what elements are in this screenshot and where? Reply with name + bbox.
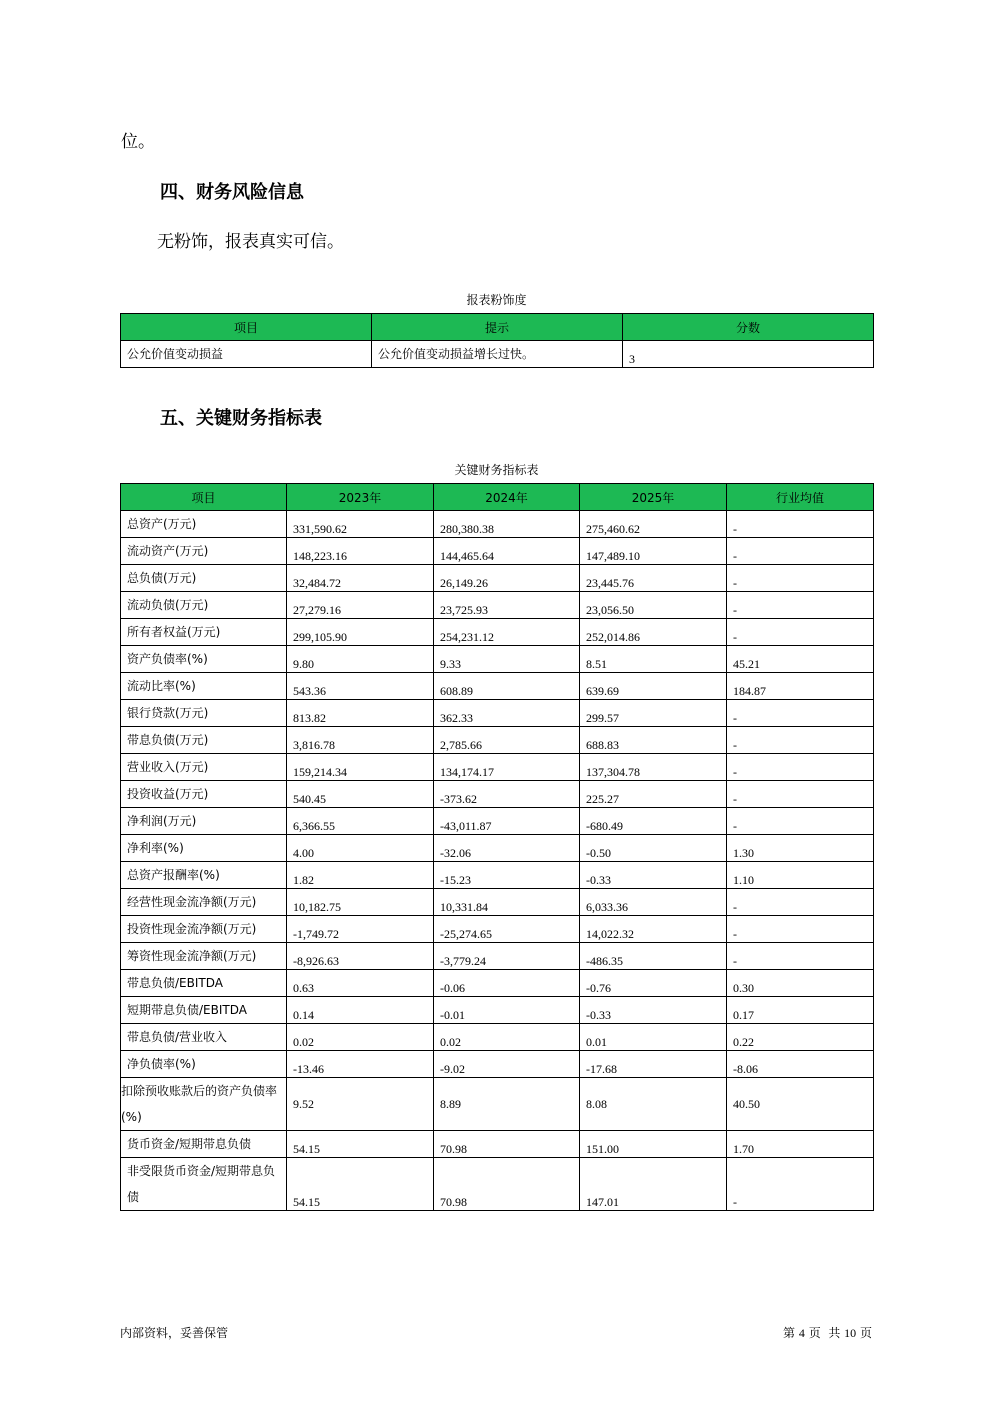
value-cell: 0.01 (580, 1024, 727, 1051)
column-header: 分数 (623, 314, 874, 341)
value-cell: - (727, 781, 874, 808)
value-cell: 8.89 (434, 1078, 580, 1131)
table-row (121, 754, 874, 781)
table-caption-key-indicators: 关键财务指标表 (454, 463, 539, 477)
table-row (121, 916, 874, 943)
value-cell: 1.30 (727, 835, 874, 862)
value-cell: 23,445.76 (580, 565, 727, 592)
table-row (121, 673, 874, 700)
value-cell: -17.68 (580, 1051, 727, 1078)
value-cell: -3,779.24 (434, 943, 580, 970)
value-cell: - (727, 700, 874, 727)
value-cell: -32.06 (434, 835, 580, 862)
value-cell: 23,725.93 (434, 592, 580, 619)
table-row (121, 1024, 874, 1051)
table-row (121, 592, 874, 619)
value-cell: -0.01 (434, 997, 580, 1024)
value-cell: 148,223.16 (287, 538, 434, 565)
row-label-cell: 流动比率(%) (121, 673, 287, 700)
value-cell: 3,816.78 (287, 727, 434, 754)
value-cell: 0.22 (727, 1024, 874, 1051)
row-label-cell: 净利率(%) (121, 835, 287, 862)
row-label-cell: 所有者权益(万元) (121, 619, 287, 646)
value-cell: 9.80 (287, 646, 434, 673)
value-cell: 540.45 (287, 781, 434, 808)
table-cell: 公允价值变动损益增长过快。 (372, 341, 623, 368)
table-header-row (121, 484, 874, 511)
column-header: 2025年 (580, 484, 727, 511)
value-cell: 0.02 (287, 1024, 434, 1051)
table-row (121, 700, 874, 727)
value-cell: 10,182.75 (287, 889, 434, 916)
value-cell: -13.46 (287, 1051, 434, 1078)
value-cell: -25,274.65 (434, 916, 580, 943)
value-cell: -373.62 (434, 781, 580, 808)
table-row (121, 565, 874, 592)
row-label-cell: 带息负债(万元) (121, 727, 287, 754)
table-row (121, 511, 874, 538)
value-cell: 6,033.36 (580, 889, 727, 916)
value-cell: -0.06 (434, 970, 580, 997)
row-label-cell: 短期带息负债/EBITDA (121, 997, 287, 1024)
row-label-cell: 筹资性现金流净额(万元) (121, 943, 287, 970)
value-cell: 184.87 (727, 673, 874, 700)
page-total: 10 (844, 1326, 857, 1340)
row-label-cell: 投资收益(万元) (121, 781, 287, 808)
value-cell: -0.33 (580, 997, 727, 1024)
continuation-text: 位。 (121, 132, 155, 152)
value-cell: 70.98 (434, 1158, 580, 1211)
value-cell: - (727, 538, 874, 565)
value-cell: 26,149.26 (434, 565, 580, 592)
row-label-cell: 总资产报酬率(%) (121, 862, 287, 889)
value-cell: 147.01 (580, 1158, 727, 1211)
value-cell: - (727, 1158, 874, 1211)
table-row (121, 1051, 874, 1078)
value-cell: -680.49 (580, 808, 727, 835)
value-cell: 225.27 (580, 781, 727, 808)
value-cell: 813.82 (287, 700, 434, 727)
section-heading-financial-risk: 四、财务风险信息 (160, 182, 304, 203)
value-cell: 151.00 (580, 1131, 727, 1158)
value-cell: 8.08 (580, 1078, 727, 1131)
row-label-cell: 经营性现金流净额(万元) (121, 889, 287, 916)
value-cell: 1.10 (727, 862, 874, 889)
table-row (121, 646, 874, 673)
value-cell: 543.36 (287, 673, 434, 700)
value-cell: - (727, 808, 874, 835)
value-cell: 331,590.62 (287, 511, 434, 538)
column-header: 项目 (121, 484, 287, 511)
section-heading-key-indicators: 五、关键财务指标表 (160, 408, 322, 429)
row-label-cell: 货币资金/短期带息负债 (121, 1131, 287, 1158)
value-cell: 23,056.50 (580, 592, 727, 619)
value-cell: - (727, 727, 874, 754)
row-label-cell: 非受限货币资金/短期带息负债 (121, 1158, 287, 1211)
table-row (121, 889, 874, 916)
table-row (121, 341, 874, 368)
value-cell: -0.76 (580, 970, 727, 997)
value-cell: 1.70 (727, 1131, 874, 1158)
value-cell: 8.51 (580, 646, 727, 673)
table-row (121, 619, 874, 646)
table-row (121, 997, 874, 1024)
value-cell: -43,011.87 (434, 808, 580, 835)
table-row (121, 970, 874, 997)
value-cell: 608.89 (434, 673, 580, 700)
value-cell: - (727, 889, 874, 916)
value-cell: -0.33 (580, 862, 727, 889)
value-cell: 4.00 (287, 835, 434, 862)
value-cell: 159,214.34 (287, 754, 434, 781)
value-cell: 10,331.84 (434, 889, 580, 916)
table-row (121, 727, 874, 754)
row-label-cell: 资产负债率(%) (121, 646, 287, 673)
value-cell: 0.30 (727, 970, 874, 997)
value-cell: 27,279.16 (287, 592, 434, 619)
value-cell: 14,022.32 (580, 916, 727, 943)
value-cell: 2,785.66 (434, 727, 580, 754)
value-cell: 40.50 (727, 1078, 874, 1131)
table-cell: 公允价值变动损益 (121, 341, 372, 368)
table-row (121, 1078, 874, 1131)
row-label-cell: 流动资产(万元) (121, 538, 287, 565)
value-cell: - (727, 565, 874, 592)
row-label-cell: 银行贷款(万元) (121, 700, 287, 727)
key-indicators-table (120, 483, 874, 1211)
column-header: 项目 (121, 314, 372, 341)
table-row (121, 862, 874, 889)
table-row (121, 1158, 874, 1211)
value-cell: 0.63 (287, 970, 434, 997)
row-label-cell: 带息负债/营业收入 (121, 1024, 287, 1051)
value-cell: 45.21 (727, 646, 874, 673)
value-cell: - (727, 916, 874, 943)
value-cell: 688.83 (580, 727, 727, 754)
table-row (121, 943, 874, 970)
value-cell: 9.52 (287, 1078, 434, 1131)
value-cell: 0.02 (434, 1024, 580, 1051)
value-cell: -1,749.72 (287, 916, 434, 943)
value-cell: 0.14 (287, 997, 434, 1024)
footer-page-number (783, 1325, 872, 1341)
value-cell: 134,174.17 (434, 754, 580, 781)
value-cell: 639.69 (580, 673, 727, 700)
value-cell: - (727, 511, 874, 538)
value-cell: 275,460.62 (580, 511, 727, 538)
page-mid: 页 共 (808, 1326, 841, 1340)
value-cell: 299,105.90 (287, 619, 434, 646)
column-header: 2023年 (287, 484, 434, 511)
value-cell: -8.06 (727, 1051, 874, 1078)
value-cell: -0.50 (580, 835, 727, 862)
value-cell: -8,926.63 (287, 943, 434, 970)
row-label-cell: 投资性现金流净额(万元) (121, 916, 287, 943)
table-row (121, 835, 874, 862)
page-prefix: 第 (783, 1326, 796, 1340)
column-header: 提示 (372, 314, 623, 341)
page-suffix: 页 (859, 1326, 872, 1340)
value-cell: 299.57 (580, 700, 727, 727)
value-cell: -15.23 (434, 862, 580, 889)
table-cell: 3 (623, 341, 874, 368)
value-cell: 32,484.72 (287, 565, 434, 592)
value-cell: - (727, 592, 874, 619)
page-current: 4 (798, 1326, 805, 1340)
value-cell: - (727, 943, 874, 970)
value-cell: 0.17 (727, 997, 874, 1024)
value-cell: 9.33 (434, 646, 580, 673)
table-row (121, 781, 874, 808)
column-header: 2024年 (434, 484, 580, 511)
column-header: 行业均值 (727, 484, 874, 511)
value-cell: 1.82 (287, 862, 434, 889)
value-cell: 54.15 (287, 1158, 434, 1211)
row-label-cell: 净利润(万元) (121, 808, 287, 835)
value-cell: -9.02 (434, 1051, 580, 1078)
value-cell: - (727, 754, 874, 781)
value-cell: 252,014.86 (580, 619, 727, 646)
whitewash-table (120, 313, 874, 368)
value-cell: 280,380.38 (434, 511, 580, 538)
footer-confidential-note: 内部资料，妥善保管 (120, 1326, 229, 1340)
table-row (121, 808, 874, 835)
row-label-cell: 扣除预收账款后的资产负债率(%) (121, 1078, 287, 1131)
value-cell: -486.35 (580, 943, 727, 970)
value-cell: 137,304.78 (580, 754, 727, 781)
row-label-cell: 营业收入(万元) (121, 754, 287, 781)
financial-risk-paragraph: 无粉饰，报表真实可信。 (157, 232, 344, 252)
value-cell: 254,231.12 (434, 619, 580, 646)
row-label-cell: 总资产(万元) (121, 511, 287, 538)
value-cell: 147,489.10 (580, 538, 727, 565)
value-cell: 362.33 (434, 700, 580, 727)
row-label-cell: 总负债(万元) (121, 565, 287, 592)
row-label-cell: 净负债率(%) (121, 1051, 287, 1078)
value-cell: 6,366.55 (287, 808, 434, 835)
row-label-cell: 带息负债/EBITDA (121, 970, 287, 997)
value-cell: 54.15 (287, 1131, 434, 1158)
table-caption-whitewash: 报表粉饰度 (466, 293, 527, 307)
value-cell: - (727, 619, 874, 646)
value-cell: 70.98 (434, 1131, 580, 1158)
table-header-row (121, 314, 874, 341)
table-row (121, 1131, 874, 1158)
table-row (121, 538, 874, 565)
row-label-cell: 流动负债(万元) (121, 592, 287, 619)
value-cell: 144,465.64 (434, 538, 580, 565)
